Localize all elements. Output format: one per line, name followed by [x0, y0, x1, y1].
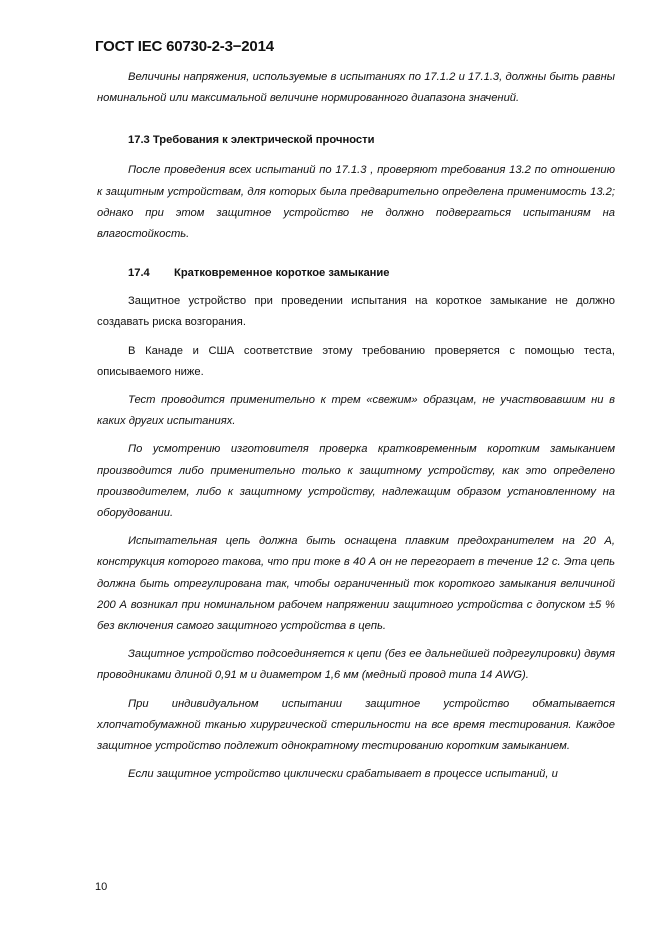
section-title: Кратковременное короткое замыкание: [174, 267, 390, 280]
paragraph-test-voltage: Величины напряжения, используемые в испытаниях по 17.1.2 и 17.1.3, должны быть равны номинальной или максимальной величине нормированного диапазона значений.: [97, 71, 615, 105]
paragraph-manufacturer-option: По усмотрению изготовителя проверка кратковременным коротким замыканием производится либо применительно только к защитному устройству, как это определено производителем, либо к защитному устройству, надлежащим образом установленному на оборудовании.: [97, 443, 615, 520]
section-heading-17-4: [97, 263, 615, 284]
paragraph-17-3: После проведения всех испытаний по 17.1.3 , проверяют требования 13.2 по отношению к защитным устройствам, для которых была предварительно определена применимость 13.2; однако при этом защитное устройство не должно подвергаться испытаниям на влагостойкость.: [97, 164, 615, 241]
document-header: ГОСТ IEC 60730-2-3−2014: [95, 38, 274, 55]
paragraph-fresh-samples: Тест проводится применительно к трем «свежим» образцам, не участвовавшим ни в каких других испытаниях.: [97, 394, 615, 428]
paragraph-test-circuit: Испытательная цепь должна быть оснащена плавким предохранителем на 20 А, конструкция которого такова, что при токе в 40 А он не перегорает в течение 12 с. Эта цепь должна быть отрегулирована так, чтобы ограниченный ток короткого замыкания величиной 200 А возникал при номинальном рабочем напряжении защитного устройства с допуском ±5 % без включения самого защитного устройства в цепь.: [97, 535, 615, 633]
document-body: [97, 67, 615, 785]
paragraph-connection: Защитное устройство подсоединяется к цепи (без ее дальнейшей подрегулировки) двумя проводниками длиной 0,91 м и диаметром 1,6 мм (медный провод типа 14 AWG).: [97, 648, 615, 682]
paragraph-short-circuit-requirement: Защитное устройство при проведении испытания на короткое замыкание не должно создавать риска возгорания.: [97, 295, 615, 329]
paragraph-canada-usa: В Канаде и США соответствие этому требованию проверяется с помощью теста, описываемого ниже.: [97, 344, 615, 378]
section-heading-17-3: 17.3 Требования к электрической прочности: [128, 134, 375, 147]
paragraph-cyclic-operation: Если защитное устройство циклически срабатывает в процессе испытаний, и: [128, 768, 558, 781]
page-number: 10: [95, 881, 108, 893]
paragraph-individual-test: При индивидуальном испытании защитное устройство обматывается хлопчатобумажной тканью хирургической стерильности на все время тестирования. Каждое защитное устройство подлежит однократному тестированию коротким замыканием.: [97, 697, 615, 753]
section-number: 17.4: [128, 267, 150, 280]
